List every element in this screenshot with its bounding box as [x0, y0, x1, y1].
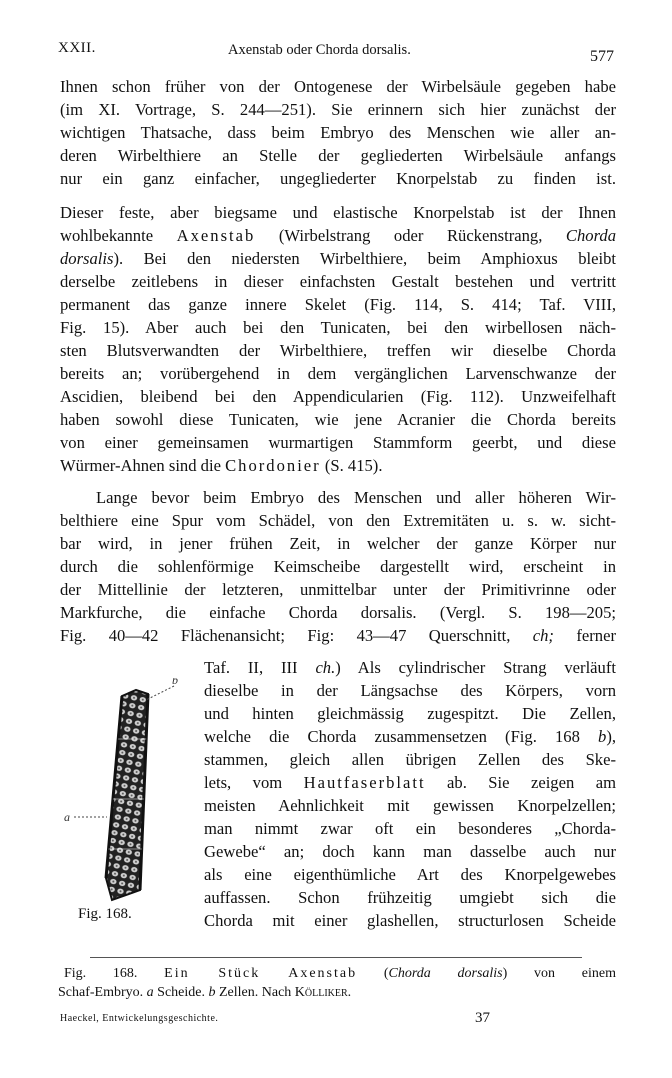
text-line: sten Blutsverwandten der Wirbelthiere, treffen wir dieselbe Chorda	[60, 341, 616, 360]
text-line: bereits an; vorübergehend in dem vergänglichen Larvenschwanze der	[60, 364, 616, 383]
leader-line-b	[146, 686, 174, 700]
text-line: durch die sohlenförmige Keimscheibe dargestellt wird, erscheint in	[60, 557, 616, 576]
text-line: Ascidien, bleibend bei den Appendicularien (Fig. 112). Unzweifelhaft	[60, 387, 616, 406]
text-line: Taf. II, III ch.) Als cylindrischer Strang verläuft	[204, 658, 616, 677]
term-axenstab: Axenstab	[176, 226, 256, 245]
text-line: meisten Aehnlichkeit mit gewissen Knorpelzellen;	[204, 796, 616, 815]
footnote-line: Schaf-Embryo. a Scheide. b Zellen. Nach Kölliker.	[58, 985, 352, 1000]
text-line: wohlbekannte Axenstab (Wirbelstrang oder Rückenstrang, Chorda	[60, 226, 617, 245]
text-line: dorsalis). Bei den niedersten Wirbelthiere, beim Amphioxus bleibt	[60, 249, 616, 268]
text-line: belthiere eine Spur vom Schädel, von den Extremitäten u. s. w. sicht-	[60, 511, 616, 530]
chapter-number: XXII.	[58, 40, 96, 56]
term-chordonier: Chordonier	[225, 456, 321, 475]
text-line: der Mittellinie der letzteren, unmittelbar unter der Primitivrinne oder	[60, 580, 616, 599]
text-line: Chorda mit einer glashellen, structurlosen Scheide	[204, 911, 616, 930]
figure-168	[60, 678, 205, 933]
figure-caption: Fig. 168.	[78, 906, 132, 922]
text-line: lets, vom Hautfaserblatt ab. Sie zeigen am	[204, 773, 616, 792]
text-line: wichtigen Thatsache, dass beim Embryo des Menschen wie aller an-	[60, 123, 616, 142]
text-line: welche die Chorda zusammensetzen (Fig. 168 b),	[204, 727, 616, 746]
label-b: b	[172, 678, 178, 687]
text-line: permanent das ganze innere Skelet (Fig. 114, S. 414; Taf. VIII,	[60, 295, 616, 314]
text-line: bar wird, in jener frühen Zeit, in welcher der ganze Körper nur	[60, 534, 616, 553]
text-line: Ihnen schon früher von der Ontogenese der Wirbelsäule gegeben habe	[60, 77, 616, 96]
page-number: 577	[590, 48, 614, 65]
text-line: Dieser feste, aber biegsame und elastische Knorpelstab ist der Ihnen	[60, 203, 616, 222]
footnote-line: Fig. 168. Ein Stück Axenstab (Chorda dorsalis) von einem	[64, 966, 616, 981]
text-line: deren Wirbelthiere an Stelle der gegliederten Wirbelsäule anfangs	[60, 146, 616, 165]
text-line: Gewebe“ an; doch kann man dasselbe auch nur	[204, 842, 616, 861]
text-line: man nimmt zwar oft ein besonderes „Chorda-	[204, 819, 616, 838]
running-title: Axenstab oder Chorda dorsalis.	[228, 42, 411, 58]
text-line: stammen, gleich allen übrigen Zellen des Ske-	[204, 750, 616, 769]
text-line: von einer gemeinsamen wurmartigen Stammform geerbt, und diese	[60, 433, 616, 452]
text-line: derselbe zeitlebens in dieser einfachsten Gestalt bestehen und vertritt	[60, 272, 616, 291]
text-line: nur ein ganz einfacher, ungegliederter Knorpelstab zu finden ist.	[60, 169, 616, 188]
text-line: haben sowohl diese Tunicaten, wie jene Acranier die Chorda bereits	[60, 410, 616, 429]
text-line: und hinten gleichmässig zugespitzt. Die Zellen,	[204, 704, 616, 723]
signature-mark: Haeckel, Entwickelungsgeschichte.	[60, 1013, 219, 1024]
text-line: Fig. 40—42 Flächenansicht; Fig: 43—47 Querschnitt, ch; ferner	[60, 626, 616, 645]
text-line: auffassen. Schon frühzeitig umgiebt sich die	[204, 888, 616, 907]
term-hautfaserblatt: Hautfaserblatt	[303, 773, 426, 792]
chorda-illustration	[60, 678, 205, 908]
text-line: Markfurche, die einfache Chorda dorsalis. (Vergl. S. 198—205;	[60, 603, 616, 622]
text-line: Fig. 15). Aber auch bei den Tunicaten, bei den wirbellosen näch-	[60, 318, 616, 337]
text-line: (im XI. Vortrage, S. 244—251). Sie erinnern sich hier zunächst der	[60, 100, 616, 119]
text-line: dieselbe in der Längsachse des Körpers, vorn	[204, 681, 616, 700]
label-a: a	[64, 810, 70, 824]
text-line: Würmer-Ahnen sind die Chordonier (S. 415).	[60, 456, 383, 475]
text-line: als eine eigenthümliche Art des Knorpelgewebes	[204, 865, 616, 884]
running-header	[58, 40, 614, 66]
footnote-divider	[90, 957, 582, 958]
text-line: Lange bevor beim Embryo des Menschen und aller höheren Wir-	[96, 488, 616, 507]
signature-number: 37	[475, 1010, 490, 1026]
